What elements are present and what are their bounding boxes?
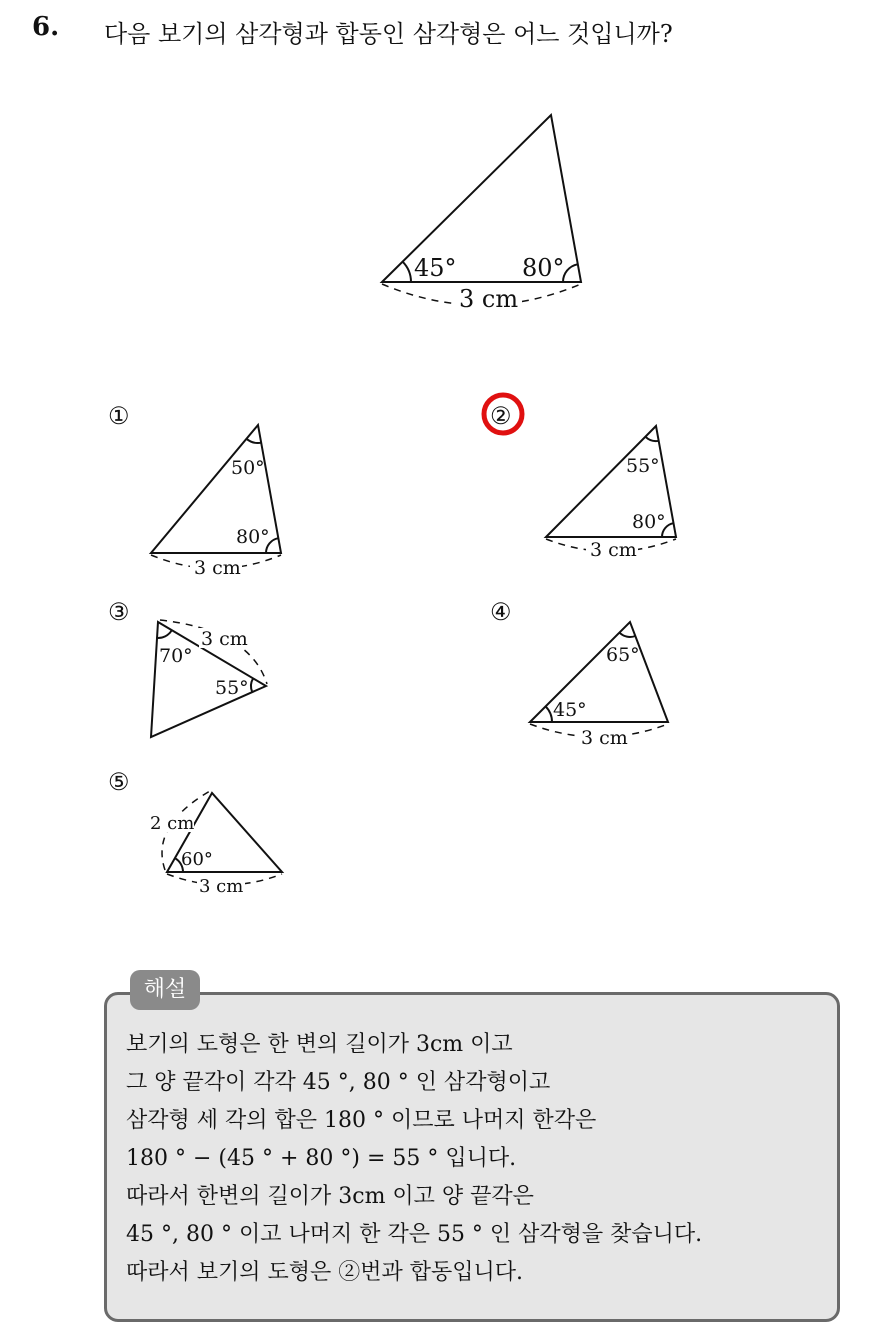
choice5-angle: 60°	[181, 849, 213, 870]
choice1-top-angle: 50°	[231, 457, 265, 479]
explanation-tag: 해설	[130, 970, 200, 1010]
explanation-line: 180 ° − (45 ° + 80 °) = 55 ° 입니다.	[126, 1146, 517, 1171]
choice4-marker: ④	[490, 598, 512, 626]
choice4-angle-arc-top	[619, 633, 635, 637]
reference-angle-right: 80°	[522, 254, 565, 282]
choice3-angle-arc-right	[251, 678, 253, 692]
choice4-top-angle: 65°	[606, 644, 640, 666]
choice4-triangle	[530, 622, 668, 722]
choice3-angle-arc-top	[156, 630, 172, 638]
explanation-line: 보기의 도형은 한 변의 길이가 3cm 이고	[126, 1032, 513, 1057]
choice1-bottom-angle: 80°	[236, 526, 270, 548]
explanation-line: 삼각형 세 각의 합은 180 ° 이므로 나머지 한각은	[126, 1108, 597, 1133]
choice3-side-label: 3 cm	[201, 628, 248, 650]
choice3-angle-a: 70°	[159, 645, 193, 667]
question-number: 6.	[32, 12, 60, 42]
choice5-side-left-label: 2 cm	[150, 813, 195, 834]
choice3-angle-b: 55°	[215, 677, 249, 699]
choice2-side-label: 3 cm	[590, 539, 637, 561]
choice2-angle-arc-top	[645, 437, 658, 441]
choice4-bottom-angle: 45°	[553, 699, 587, 721]
choice5-side-label: 3 cm	[199, 876, 244, 897]
choice4-side-label: 3 cm	[581, 727, 628, 749]
reference-angle-left: 45°	[414, 254, 457, 282]
choice1-marker: ①	[108, 402, 130, 430]
choice1-angle-arc-top	[247, 439, 262, 443]
choice2-marker: ②	[490, 402, 512, 430]
reference-angle-arc-right	[563, 264, 578, 282]
explanation-line: 따라서 한변의 길이가 3cm 이고 양 끝각은	[126, 1184, 534, 1209]
choice1-side-label: 3 cm	[194, 557, 241, 579]
choice5-marker: ⑤	[108, 768, 130, 796]
reference-angle-arc-left	[403, 262, 412, 282]
choice2-top-angle: 55°	[626, 455, 660, 477]
explanation-line: 따라서 보기의 도형은 ②번과 합동입니다.	[126, 1260, 523, 1285]
choice4-angle-arc-bottom	[546, 706, 552, 722]
question-text: 다음 보기의 삼각형과 합동인 삼각형은 어느 것입니까?	[104, 20, 673, 48]
explanation-line: 그 양 끝각이 각각 45 °, 80 ° 인 삼각형이고	[126, 1070, 551, 1095]
explanation-line: 45 °, 80 ° 이고 나머지 한 각은 55 ° 인 삼각형을 찾습니다.	[126, 1222, 703, 1247]
explanation-text	[126, 1026, 702, 1292]
choice3-marker: ③	[108, 598, 130, 626]
choice2-bottom-angle: 80°	[632, 511, 666, 533]
reference-side-label: 3 cm	[459, 285, 519, 313]
